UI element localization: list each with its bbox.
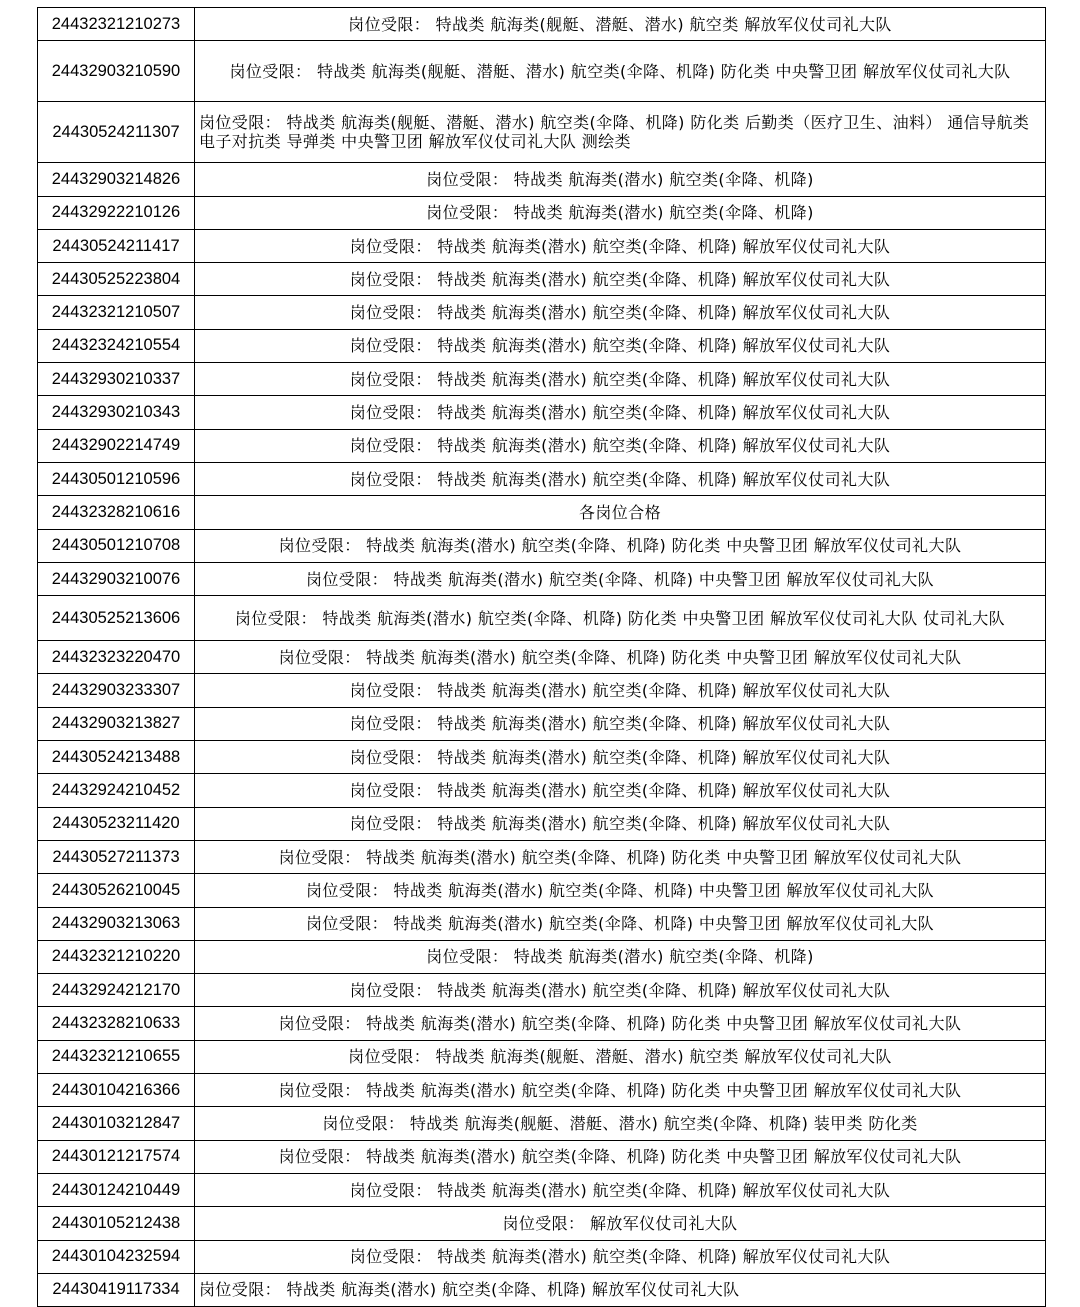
table-row — [38, 674, 1046, 707]
restriction-cell: 岗位受限： 特战类 航海类(潜水) 航空类(伞降、机降) 解放军仪仗司礼大队 — [195, 462, 1046, 495]
table-row — [38, 741, 1046, 774]
candidate-id-cell: 24430103212847 — [38, 1107, 195, 1140]
restriction-cell: 岗位受限： 特战类 航海类(舰艇、潜艇、潜水) 航空类 解放军仪仗司礼大队 — [195, 1040, 1046, 1073]
table-row — [38, 1140, 1046, 1173]
candidate-id-cell: 24430525213606 — [38, 596, 195, 641]
table-row — [38, 41, 1046, 102]
restriction-cell: 岗位受限： 特战类 航海类(潜水) 航空类(伞降、机降) 防化类 中央警卫团 解放军仪仗司礼大队 — [195, 641, 1046, 674]
restriction-cell: 岗位受限： 特战类 航海类(潜水) 航空类(伞降、机降) 解放军仪仗司礼大队 — [195, 674, 1046, 707]
table-row — [38, 102, 1046, 163]
restriction-cell: 岗位受限： 特战类 航海类(潜水) 航空类(伞降、机降) 解放军仪仗司礼大队 — [195, 774, 1046, 807]
restriction-cell: 岗位受限： 特战类 航海类(潜水) 航空类(伞降、机降) 解放军仪仗司礼大队 — [195, 396, 1046, 429]
restriction-cell: 岗位受限： 特战类 航海类(潜水) 航空类(伞降、机降) — [195, 163, 1046, 196]
restriction-cell: 岗位受限： 特战类 航海类(舰艇、潜艇、潜水) 航空类 解放军仪仗司礼大队 — [195, 8, 1046, 41]
candidate-id-cell: 24432922210126 — [38, 196, 195, 229]
candidate-id-cell: 24432903213827 — [38, 707, 195, 740]
table-row — [38, 562, 1046, 595]
table-row — [38, 974, 1046, 1007]
candidate-id-cell: 24430523211420 — [38, 807, 195, 840]
candidate-id-cell: 24432321210655 — [38, 1040, 195, 1073]
restriction-cell: 各岗位合格 — [195, 496, 1046, 529]
candidate-id-cell: 24432930210337 — [38, 363, 195, 396]
candidate-id-cell: 24430524213488 — [38, 741, 195, 774]
restriction-cell: 岗位受限： 特战类 航海类(潜水) 航空类(伞降、机降) 防化类 中央警卫团 解放军仪仗司礼大队 仗司礼大队 — [195, 596, 1046, 641]
table-row — [38, 707, 1046, 740]
candidate-id-cell: 24430121217574 — [38, 1140, 195, 1173]
candidate-id-cell: 24430104216366 — [38, 1074, 195, 1107]
table-row — [38, 874, 1046, 907]
restriction-cell: 岗位受限： 特战类 航海类(潜水) 航空类(伞降、机降) 防化类 中央警卫团 解放军仪仗司礼大队 — [195, 1140, 1046, 1173]
restriction-cell: 岗位受限： 特战类 航海类(潜水) 航空类(伞降、机降) 解放军仪仗司礼大队 — [195, 1273, 1046, 1306]
table-row — [38, 1007, 1046, 1040]
candidate-id-cell: 24430105212438 — [38, 1207, 195, 1240]
candidate-id-cell: 24430524211307 — [38, 102, 195, 163]
table-row — [38, 840, 1046, 873]
restriction-cell: 岗位受限： 特战类 航海类(潜水) 航空类(伞降、机降) 解放军仪仗司礼大队 — [195, 1240, 1046, 1273]
candidate-id-cell: 24432924210452 — [38, 774, 195, 807]
table-row — [38, 1240, 1046, 1273]
restriction-cell: 岗位受限： 特战类 航海类(潜水) 航空类(伞降、机降) 解放军仪仗司礼大队 — [195, 974, 1046, 1007]
candidate-id-cell: 24432902214749 — [38, 429, 195, 462]
table-row — [38, 229, 1046, 262]
candidate-id-cell: 24432323220470 — [38, 641, 195, 674]
table-row — [38, 462, 1046, 495]
table-row — [38, 396, 1046, 429]
restriction-cell: 岗位受限： 特战类 航海类(潜水) 航空类(伞降、机降) 解放军仪仗司礼大队 — [195, 741, 1046, 774]
candidate-id-cell: 24432903213063 — [38, 907, 195, 940]
restriction-cell: 岗位受限： 特战类 航海类(潜水) 航空类(伞降、机降) 解放军仪仗司礼大队 — [195, 363, 1046, 396]
table-row — [38, 529, 1046, 562]
table-row — [38, 329, 1046, 362]
candidate-id-cell: 24430419117334 — [38, 1273, 195, 1306]
restriction-cell: 岗位受限： 特战类 航海类(潜水) 航空类(伞降、机降) 解放军仪仗司礼大队 — [195, 807, 1046, 840]
candidate-id-cell: 24432924212170 — [38, 974, 195, 1007]
restriction-cell: 岗位受限： 特战类 航海类(潜水) 航空类(伞降、机降) 中央警卫团 解放军仪仗司礼大队 — [195, 562, 1046, 595]
restriction-cell: 岗位受限： 特战类 航海类(潜水) 航空类(伞降、机降) 解放军仪仗司礼大队 — [195, 707, 1046, 740]
table-row — [38, 163, 1046, 196]
restriction-cell: 岗位受限： 特战类 航海类(潜水) 航空类(伞降、机降) 解放军仪仗司礼大队 — [195, 296, 1046, 329]
results-table — [37, 7, 1046, 1307]
table-row — [38, 1107, 1046, 1140]
candidate-id-cell: 24432328210633 — [38, 1007, 195, 1040]
restriction-cell: 岗位受限： 特战类 航海类(潜水) 航空类(伞降、机降) — [195, 196, 1046, 229]
table-row — [38, 1207, 1046, 1240]
table-row — [38, 940, 1046, 973]
table-row — [38, 263, 1046, 296]
candidate-id-cell: 24432321210273 — [38, 8, 195, 41]
candidate-id-cell: 24430124210449 — [38, 1173, 195, 1206]
restriction-cell: 岗位受限： 特战类 航海类(舰艇、潜艇、潜水) 航空类(伞降、机降) 防化类 后勤类（医疗卫生、油料） 通信导航类 电子对抗类 导弹类 中央警卫团 解放军仪仗司礼大队 测绘类 — [195, 102, 1046, 163]
restriction-cell: 岗位受限： 特战类 航海类(潜水) 航空类(伞降、机降) 中央警卫团 解放军仪仗司礼大队 — [195, 907, 1046, 940]
candidate-id-cell: 24432903210076 — [38, 562, 195, 595]
table-row — [38, 363, 1046, 396]
restriction-cell: 岗位受限： 特战类 航海类(潜水) 航空类(伞降、机降) 防化类 中央警卫团 解放军仪仗司礼大队 — [195, 1074, 1046, 1107]
restriction-cell: 岗位受限： 特战类 航海类(舰艇、潜艇、潜水) 航空类(伞降、机降) 防化类 中央警卫团 解放军仪仗司礼大队 — [195, 41, 1046, 102]
table-row — [38, 807, 1046, 840]
restriction-cell: 岗位受限： 特战类 航海类(潜水) 航空类(伞降、机降) 解放军仪仗司礼大队 — [195, 1173, 1046, 1206]
table-row — [38, 596, 1046, 641]
restriction-cell: 岗位受限： 特战类 航海类(潜水) 航空类(伞降、机降) 解放军仪仗司礼大队 — [195, 429, 1046, 462]
candidate-id-cell: 24430527211373 — [38, 840, 195, 873]
table-row — [38, 1173, 1046, 1206]
table-row — [38, 1040, 1046, 1073]
table-row — [38, 774, 1046, 807]
candidate-id-cell: 24432903233307 — [38, 674, 195, 707]
restriction-cell: 岗位受限： 特战类 航海类(潜水) 航空类(伞降、机降) 中央警卫团 解放军仪仗司礼大队 — [195, 874, 1046, 907]
candidate-id-cell: 24430524211417 — [38, 229, 195, 262]
candidate-id-cell: 24432324210554 — [38, 329, 195, 362]
table-row — [38, 8, 1046, 41]
candidate-id-cell: 24430501210708 — [38, 529, 195, 562]
table-row — [38, 296, 1046, 329]
candidate-id-cell: 24432903210590 — [38, 41, 195, 102]
candidate-id-cell: 24432321210507 — [38, 296, 195, 329]
restriction-cell: 岗位受限： 特战类 航海类(潜水) 航空类(伞降、机降) 防化类 中央警卫团 解放军仪仗司礼大队 — [195, 529, 1046, 562]
table-row — [38, 196, 1046, 229]
candidate-id-cell: 24432930210343 — [38, 396, 195, 429]
candidate-id-cell: 24430501210596 — [38, 462, 195, 495]
candidate-id-cell: 24430526210045 — [38, 874, 195, 907]
candidate-id-cell: 24432321210220 — [38, 940, 195, 973]
restriction-cell: 岗位受限： 特战类 航海类(舰艇、潜艇、潜水) 航空类(伞降、机降) 装甲类 防化类 — [195, 1107, 1046, 1140]
candidate-id-cell: 24430104232594 — [38, 1240, 195, 1273]
table-row — [38, 429, 1046, 462]
restriction-cell: 岗位受限： 特战类 航海类(潜水) 航空类(伞降、机降) 解放军仪仗司礼大队 — [195, 263, 1046, 296]
table-row — [38, 641, 1046, 674]
restriction-cell: 岗位受限： 特战类 航海类(潜水) 航空类(伞降、机降) 防化类 中央警卫团 解放军仪仗司礼大队 — [195, 1007, 1046, 1040]
candidate-id-cell: 24430525223804 — [38, 263, 195, 296]
table-row — [38, 1074, 1046, 1107]
restriction-cell: 岗位受限： 解放军仪仗司礼大队 — [195, 1207, 1046, 1240]
candidate-id-cell: 24432328210616 — [38, 496, 195, 529]
restriction-cell: 岗位受限： 特战类 航海类(潜水) 航空类(伞降、机降) 解放军仪仗司礼大队 — [195, 329, 1046, 362]
table-row — [38, 907, 1046, 940]
table-row — [38, 1273, 1046, 1306]
results-table-body — [38, 8, 1046, 1307]
restriction-cell: 岗位受限： 特战类 航海类(潜水) 航空类(伞降、机降) 解放军仪仗司礼大队 — [195, 229, 1046, 262]
restriction-cell: 岗位受限： 特战类 航海类(潜水) 航空类(伞降、机降) — [195, 940, 1046, 973]
candidate-id-cell: 24432903214826 — [38, 163, 195, 196]
table-row — [38, 496, 1046, 529]
restriction-cell: 岗位受限： 特战类 航海类(潜水) 航空类(伞降、机降) 防化类 中央警卫团 解放军仪仗司礼大队 — [195, 840, 1046, 873]
